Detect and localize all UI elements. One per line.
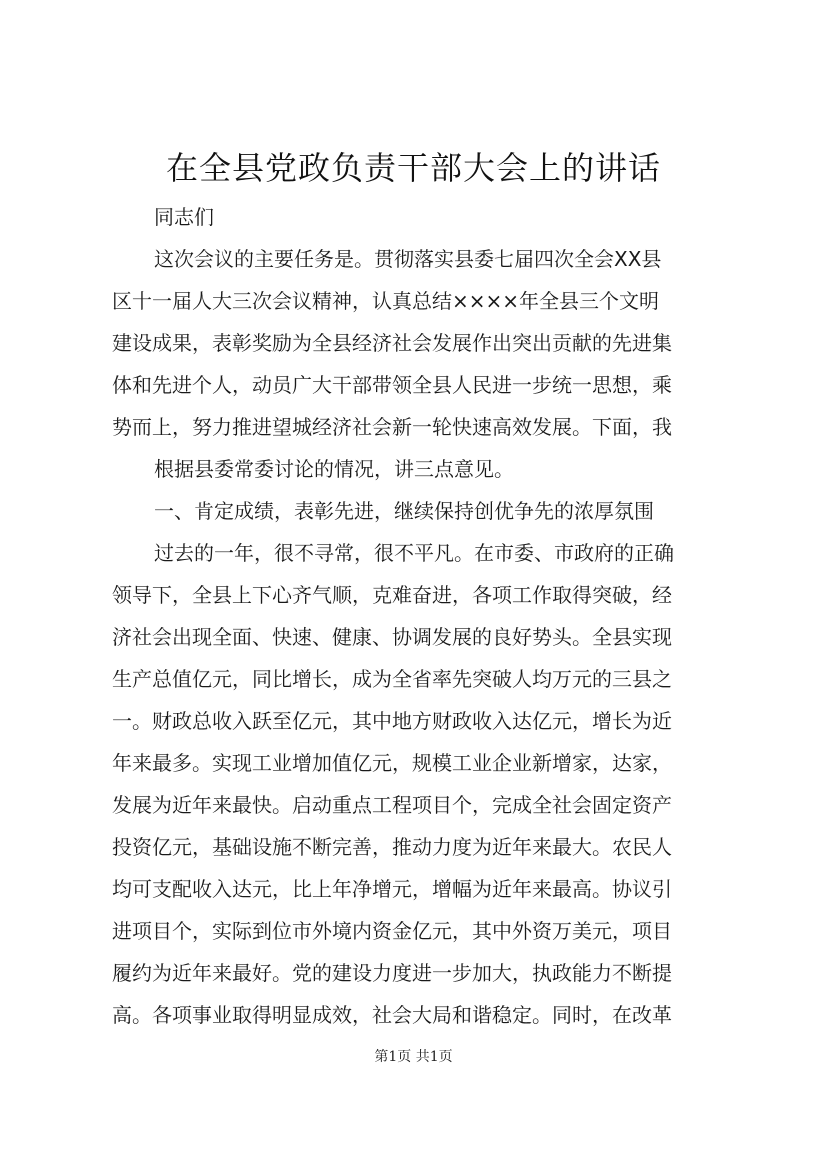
paragraph-line: 体和先进个人，动员广大干部带领全县人民进一步统一思想，乘 [112,373,672,397]
paragraph-line: 领导下，全县上下心齐气顺，克难奋进，各项工作取得突破，经 [112,583,672,607]
paragraph-line: 建设成果，表彰奖励为全县经济社会发展作出突出贡献的先进集 [112,331,672,355]
paragraph-line: 进项目个，实际到位市外境内资金亿元，其中外资万美元，项目 [112,919,672,943]
paragraph-line: 过去的一年，很不寻常，很不平凡。在市委、市政府的正确 [154,541,674,565]
document-body [112,196,724,1036]
paragraph-line: 这次会议的主要任务是。贯彻落实县委七届四次全会XX县 [154,247,662,271]
paragraph-line: 根据县委常委讨论的情况，讲三点意见。 [154,457,514,481]
paragraph-line: 投资亿元，基础设施不断完善，推动力度为近年来最大。农民人 [112,835,672,859]
paragraph-line: 济社会出现全面、快速、健康、协调发展的良好势头。全县实现 [112,625,672,649]
paragraph-line: 发展为近年来最快。启动重点工程项目个，完成全社会固定资产 [112,793,672,817]
paragraph-line: 年来最多。实现工业增加值亿元，规模工业企业新增家，达家， [112,751,672,775]
paragraph-line: 履约为近年来最好。党的建设力度进一步加大，执政能力不断提 [112,961,672,985]
document-title: 在全县党政负责干部大会上的讲话 [165,149,661,187]
paragraph-line: 生产总值亿元，同比增长，成为全省率先突破人均万元的三县之 [112,667,672,691]
paragraph-line: 区十一届人大三次会议精神，认真总结××××年全县三个文明 [112,289,660,313]
page-footer: 第1页 共1页 [374,1049,453,1065]
paragraph-line: 势而上，努力推进望城经济社会新一轮快速高效发展。下面，我 [112,415,672,439]
section-heading: 一、肯定成绩，表彰先进，继续保持创优争先的浓厚氛围 [154,499,654,523]
paragraph-line: 均可支配收入达元，比上年净增元，增幅为近年来最高。协议引 [112,877,672,901]
greeting-line: 同志们 [154,205,214,229]
paragraph-line: 一。财政总收入跃至亿元，其中地方财政收入达亿元，增长为近 [112,709,672,733]
paragraph-line: 高。各项事业取得明显成效，社会大局和谐稳定。同时，在改革 [112,1003,672,1027]
